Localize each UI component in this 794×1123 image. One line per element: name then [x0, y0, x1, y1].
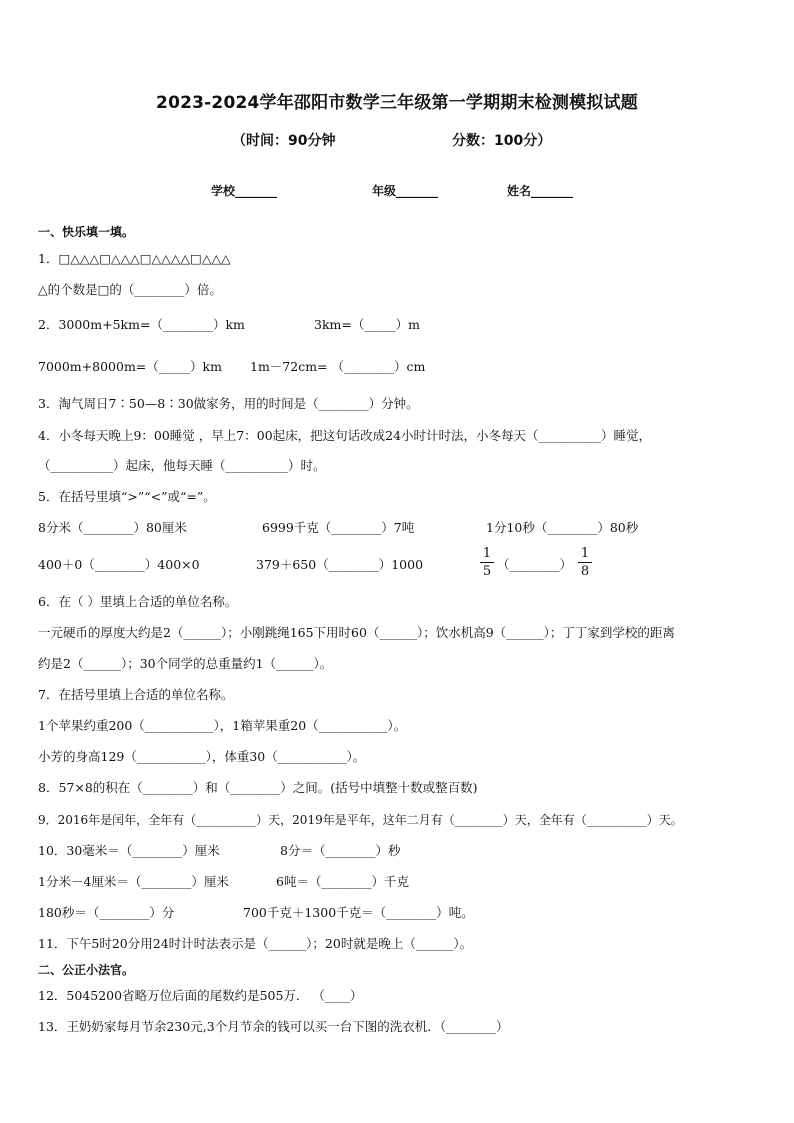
- question-10-b: 8分＝（________）秒: [280, 843, 401, 858]
- question-5-item-3: 1分10秒（________）80秒: [486, 520, 639, 535]
- question-2-d: 1m－72cm= （________）cm: [250, 359, 426, 374]
- exam-title: 2023-2024学年邵阳市数学三年级第一学期期末检测模拟试题: [156, 93, 638, 113]
- question-12: 12．5045200省略万位后面的尾数约是505万． （____）: [38, 988, 363, 1003]
- question-3: 3．淘气周日7∶50—8∶30做家务，用的时间是（________）分钟。: [38, 396, 419, 411]
- question-5-item-2: 6999千克（________）7吨: [262, 520, 415, 535]
- time-limit: （时间：90分钟: [232, 133, 336, 149]
- question-5-item-6-blank: （________）: [497, 557, 573, 572]
- fraction-denominator: 8: [580, 564, 590, 579]
- question-1-text: △的个数是□的（________）倍。: [38, 282, 222, 297]
- fraction-numerator: 1: [480, 545, 494, 563]
- question-9: 9．2016年是闰年，全年有（__________）天，2019年是平年，这年二月有（________）天，全年有（__________）天。: [38, 813, 683, 827]
- section-heading-2: 二、公正小法官。: [38, 963, 135, 977]
- question-7-line-2: 小芳的身高129（___________），体重30（___________）。: [38, 749, 366, 764]
- question-7-line-1: 1个苹果约重200（___________），1箱苹果重20（___________）。: [38, 718, 407, 733]
- question-11: 11．下午5时20分用24时计时法表示是（______）；20时就是晚上（______）。: [38, 936, 473, 951]
- question-10-f: 700千克＋1300千克＝（________）吨。: [243, 905, 474, 920]
- fraction-denominator: 5: [482, 564, 492, 579]
- question-13: 13．王奶奶家每月节余230元,3个月节余的钱可以买一台下图的洗衣机．（________）: [38, 1019, 509, 1034]
- question-2-a: 2．3000m+5km=（________）km: [38, 317, 245, 332]
- question-8: 8．57×8的积在（________）和（________）之间。(括号中填整十数或整百数): [38, 780, 478, 795]
- fraction-one-eighth: [578, 545, 592, 580]
- question-4-line-1: 4．小冬每天晚上9：00睡觉 ，早上7：00起床，把这句话改成24小时计时法，小冬每天（__________）睡觉，: [38, 428, 652, 443]
- question-5-item-4: 400＋0（________）400×0: [38, 557, 200, 572]
- question-2-c: 7000m+8000m=（_____）km: [38, 359, 222, 374]
- grade-field[interactable]: 年级_______: [372, 184, 439, 198]
- question-7-title: 7．在括号里填上合适的单位名称。: [38, 687, 234, 702]
- question-5-item-5: 379＋650（________）1000: [256, 557, 424, 572]
- name-field[interactable]: 姓名_______: [507, 184, 574, 198]
- question-6-line-1: 一元硬币的厚度大约是2（______）；小刚跳绳165下用时60（______）；饮水机高9（______）；丁丁家到学校的距离: [38, 625, 675, 640]
- question-10-a: 10．30毫米＝（________）厘米: [38, 843, 220, 858]
- question-10-d: 6吨＝（________）千克: [276, 874, 409, 889]
- question-6-title: 6．在（ ）里填上合适的单位名称。: [38, 594, 238, 609]
- question-4-line-2: （__________）起床，他每天睡（__________）时。: [38, 458, 326, 473]
- question-10-e: 180秒＝（________）分: [38, 905, 175, 920]
- school-field[interactable]: 学校_______: [211, 184, 278, 198]
- question-5-title: 5．在括号里填“>”“<”或“=”。: [38, 489, 216, 504]
- fraction-numerator: 1: [578, 545, 592, 563]
- question-6-line-2: 约是2（______）；30个同学的总重量约1（______）。: [38, 656, 333, 671]
- section-heading-1: 一、快乐填一填。: [38, 225, 135, 239]
- question-2-b: 3km=（_____）m: [314, 317, 420, 332]
- question-1-shapes: 1．□△△△□△△△□△△△△□△△△: [38, 251, 231, 266]
- question-5-item-1: 8分米（________）80厘米: [38, 520, 187, 535]
- question-10-c: 1分米－4厘米＝（________）厘米: [38, 874, 229, 889]
- total-score: 分数：100分）: [452, 133, 552, 149]
- fraction-one-fifth: [480, 545, 494, 580]
